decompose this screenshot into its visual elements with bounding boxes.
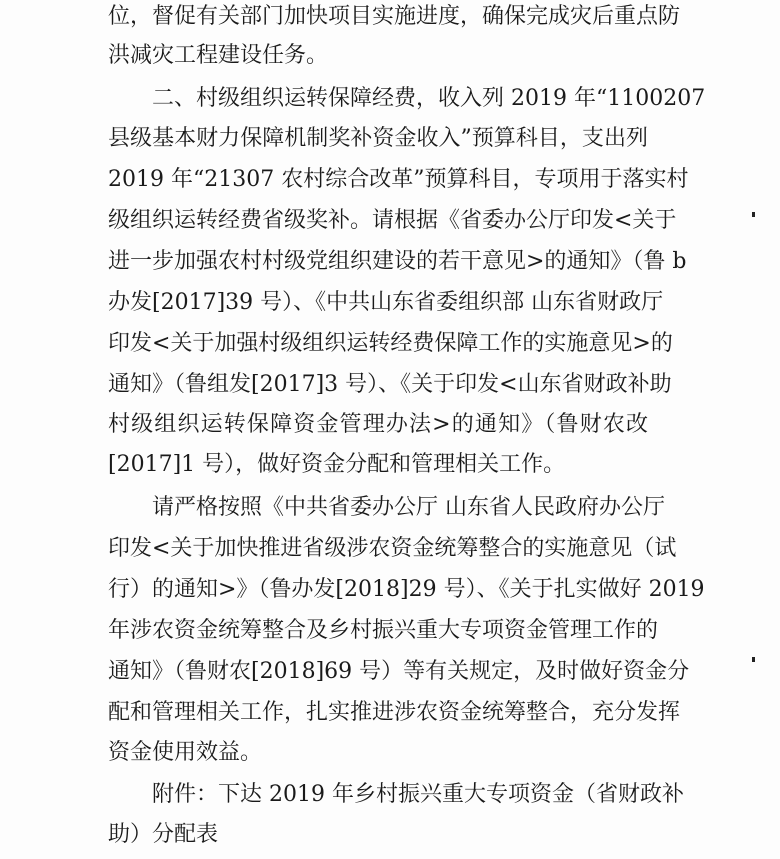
text-line: 县级基本财力保障机制奖补资金收入”预算科目，支出列 <box>108 126 648 151</box>
scan-speck <box>752 657 755 662</box>
text-line: 级组织运转经费省级奖补。请根据《省委办公厅印发<关于 <box>108 208 677 233</box>
text-line: 年涉农资金统筹整合及乡村振兴重大专项资金管理工作的 <box>108 618 659 643</box>
attachment-line: 附件：下达 2019 年乡村振兴重大专项资金（省财政补 <box>152 782 684 807</box>
text-line: 行）的通知>》（鲁办发[2018]29 号）、《关于扎实做好 2019 <box>108 577 705 602</box>
text-line: 办发[2017]39 号）、《中共山东省委组织部 山东省财政厅 <box>108 290 664 315</box>
scan-speck <box>752 212 755 217</box>
text-line: 2019 年“21307 农村综合改革”预算科目，专项用于落实村 <box>108 167 689 192</box>
text-line: 进一步加强农村村级党组织建设的若干意见>的通知》（鲁 b <box>108 249 687 274</box>
text-line: 印发<关于加强村级组织运转经费保障工作的实施意见>的 <box>108 331 673 356</box>
text-line: 通知》（鲁财农[2018]69 号）等有关规定，及时做好资金分 <box>108 659 690 684</box>
text-line: 村级组织运转保障资金管理办法>的通知》（鲁财农改 <box>108 412 648 437</box>
text-line: [2017]1 号），做好资金分配和管理相关工作。 <box>108 452 566 477</box>
text-line: 二、村级组织运转保障经费，收入列 2019 年“1100207 <box>152 86 706 111</box>
text-line: 洪减灾工程建设任务。 <box>108 43 329 68</box>
text-line: 印发<关于加快推进省级涉农资金统筹整合的实施意见（试 <box>108 536 677 561</box>
text-line: 通知》（鲁组发[2017]3 号）、《关于印发<山东省财政补助 <box>108 372 672 397</box>
attachment-line: 助）分配表 <box>108 822 219 847</box>
text-line: 请严格按照《中共省委办公厅 山东省人民政府办公厅 <box>152 495 665 520</box>
text-line: 配和管理相关工作，扎实推进涉农资金统筹整合，充分发挥 <box>108 700 681 725</box>
text-line: 位，督促有关部门加快项目实施进度，确保完成灾后重点防 <box>108 4 681 29</box>
text-line: 资金使用效益。 <box>108 740 263 765</box>
